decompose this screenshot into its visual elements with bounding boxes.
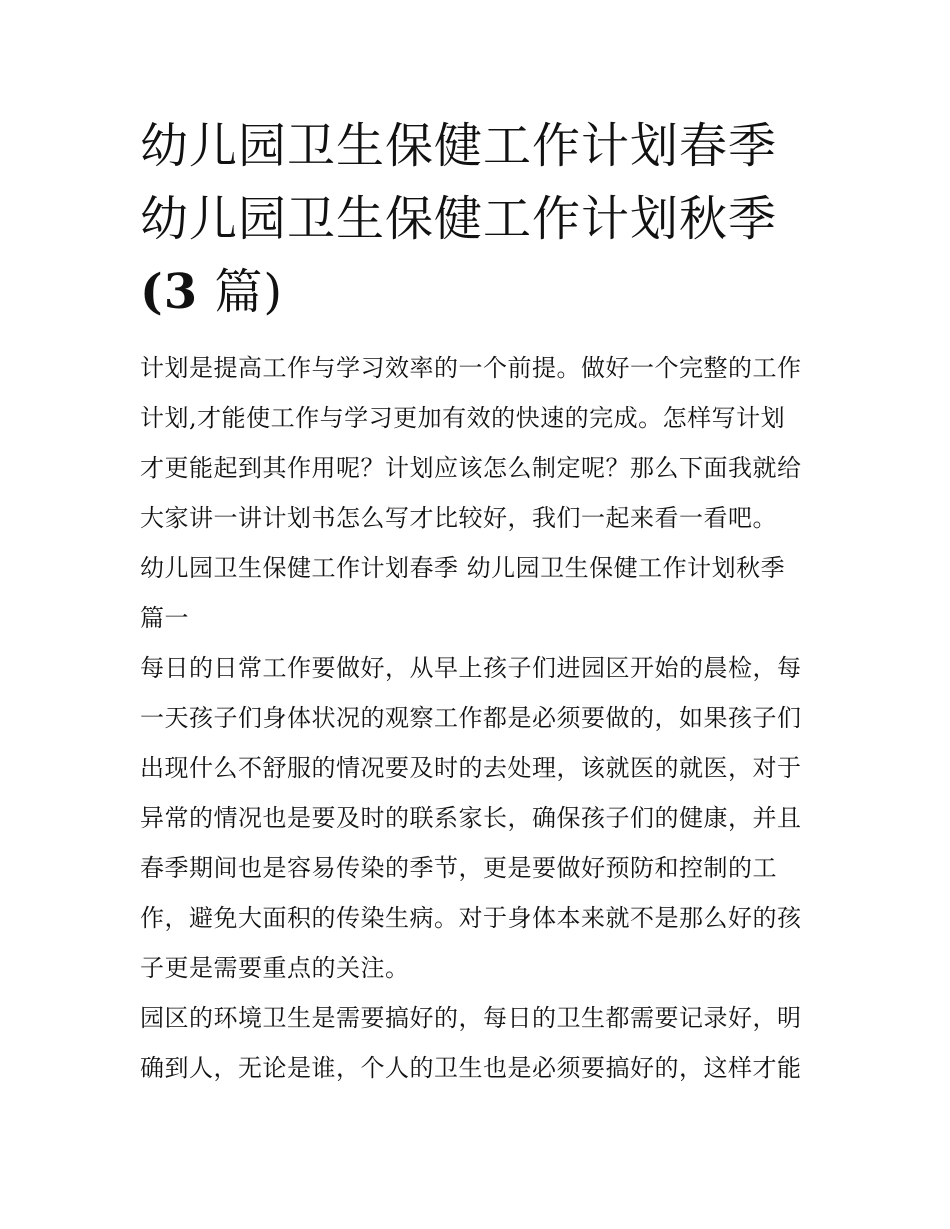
para1-line-6: 作，避免大面积的传染生病。对于身体本来就不是那么好的孩 — [140, 904, 802, 932]
para1-line-1: 每日的日常工作要做好，从早上孩子们进园区开始的晨检，每 — [140, 654, 802, 682]
para1-line-2: 一天孩子们身体状况的观察工作都是必须要做的，如果孩子们 — [140, 704, 802, 732]
section-heading-line-2: 篇一 — [140, 604, 189, 632]
title-line-3 — [140, 256, 820, 329]
document-title — [140, 110, 820, 329]
intro-line-2: 计划,才能使工作与学习更加有效的快速的完成。怎样写计划 — [140, 404, 786, 432]
body-paragraph-2 — [140, 993, 820, 1093]
para2-line-1: 园区的环境卫生是需要搞好的，每日的卫生都需要记录好，明 — [140, 1004, 802, 1032]
section-heading — [140, 543, 820, 643]
para1-line-5: 春季期间也是容易传染的季节，更是要做好预防和控制的工 — [140, 854, 777, 882]
title-line-1: 幼儿园卫生保健工作计划春季 — [140, 118, 778, 174]
intro-line-1: 计划是提高工作与学习效率的一个前提。做好一个完整的工作 — [140, 354, 802, 382]
title-count-prefix: ( — [140, 264, 164, 320]
body-paragraph-1 — [140, 643, 820, 993]
para1-line-4: 异常的情况也是要及时的联系家长，确保孩子们的健康，并且 — [140, 804, 802, 832]
para1-line-7: 子更是需要重点的关注。 — [140, 954, 410, 982]
intro-paragraph — [140, 343, 820, 543]
para2-line-2: 确到人，无论是谁，个人的卫生也是必须要搞好的，这样才能 — [140, 1054, 802, 1082]
title-count-suffix: 篇) — [198, 264, 284, 320]
title-count-number: 3 — [163, 264, 199, 320]
section-heading-line-1: 幼儿园卫生保健工作计划春季 幼儿园卫生保健工作计划秋季 — [140, 554, 786, 582]
document-page — [140, 110, 820, 1093]
intro-line-4: 大家讲一讲计划书怎么写才比较好，我们一起来看一看吧。 — [140, 504, 777, 532]
title-line-2: 幼儿园卫生保健工作计划秋季 — [140, 191, 778, 247]
intro-line-3: 才更能起到其作用呢？计划应该怎么制定呢？那么下面我就给 — [140, 454, 802, 482]
para1-line-3: 出现什么不舒服的情况要及时的去处理，该就医的就医，对于 — [140, 754, 802, 782]
